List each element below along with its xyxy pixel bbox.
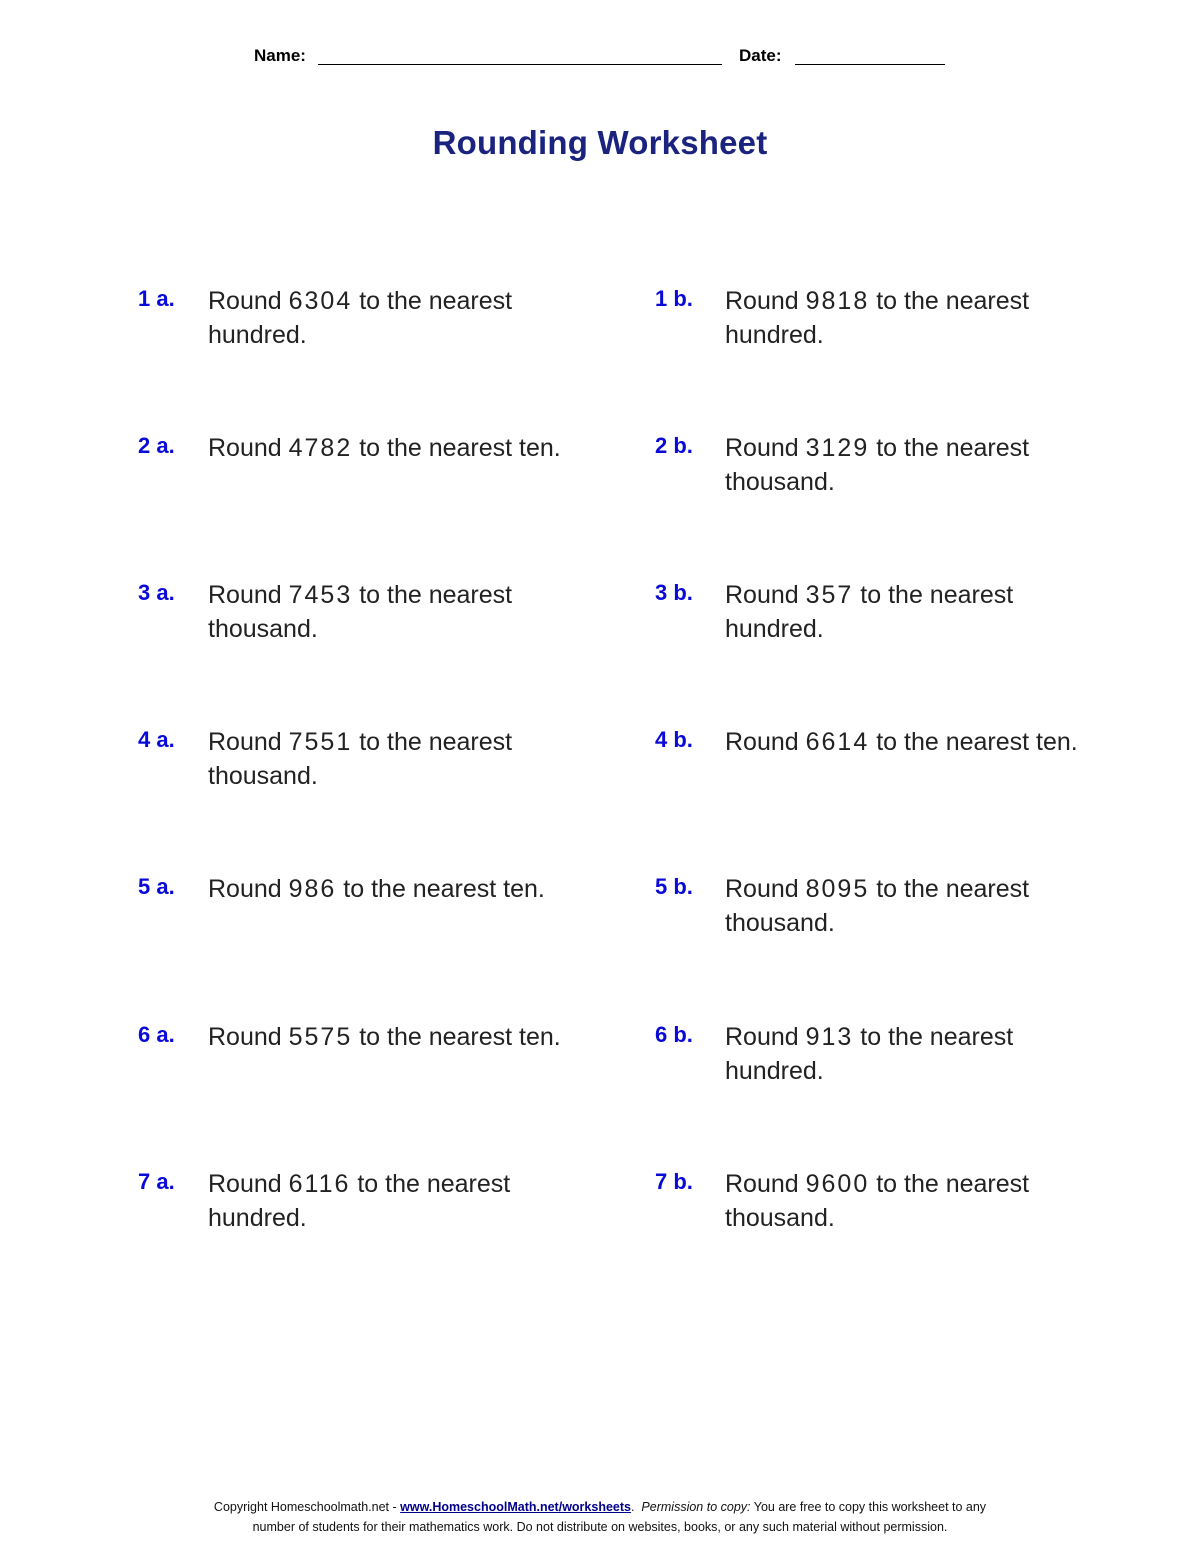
- problem-4b: [655, 725, 1175, 825]
- footer-line-1: [0, 1497, 1200, 1517]
- problem-prefix: Round: [725, 1023, 799, 1051]
- problem-prefix: Round: [208, 287, 282, 315]
- problem-suffix: to the nearest hundred.: [208, 1170, 511, 1232]
- problem-text: [725, 1020, 1105, 1088]
- copyright-text: Copyright Homeschoolmath.net -: [213, 1500, 397, 1514]
- problem-text: [725, 431, 1105, 499]
- problem-label: 2 b.: [655, 433, 693, 458]
- problem-6b: [655, 1020, 1175, 1120]
- problem-text: [725, 725, 1105, 759]
- problem-text: [208, 284, 588, 352]
- problem-label: 4 b.: [655, 727, 693, 752]
- problem-number: 9600: [805, 1170, 870, 1198]
- problem-text: [725, 578, 1105, 646]
- problem-suffix: to the nearest ten.: [359, 1023, 561, 1051]
- problem-number: 7551: [288, 728, 353, 756]
- problem-3a: [138, 578, 658, 678]
- problem-3b: [655, 578, 1175, 678]
- problem-text: [725, 872, 1105, 940]
- problem-text: [208, 1020, 588, 1054]
- problem-prefix: Round: [725, 1170, 799, 1198]
- problem-label: 4 a.: [138, 727, 175, 752]
- problem-prefix: Round: [725, 875, 799, 903]
- problem-5a: [138, 872, 658, 972]
- problem-5b: [655, 872, 1175, 972]
- name-label: Name:: [254, 46, 306, 65]
- problem-number: 913: [805, 1023, 854, 1051]
- problem-suffix: to the nearest ten.: [343, 875, 545, 903]
- problem-prefix: Round: [208, 1023, 282, 1051]
- date-label: Date:: [739, 46, 782, 65]
- permission-label: Permission to copy:: [641, 1500, 751, 1514]
- problem-prefix: Round: [208, 875, 282, 903]
- problem-1a: [138, 284, 658, 384]
- problem-suffix: to the nearest ten.: [876, 728, 1078, 756]
- problem-prefix: Round: [208, 728, 282, 756]
- problem-text: [725, 1167, 1105, 1235]
- problem-label: 7 b.: [655, 1169, 693, 1194]
- problem-number: 6304: [288, 287, 353, 315]
- header: [0, 44, 1200, 70]
- problem-label: 1 a.: [138, 286, 175, 311]
- problem-number: 6614: [805, 728, 870, 756]
- problem-text: [725, 284, 1105, 352]
- problem-label: 2 a.: [138, 433, 175, 458]
- problem-prefix: Round: [208, 434, 282, 462]
- problem-prefix: Round: [725, 728, 799, 756]
- problem-7a: [138, 1167, 658, 1267]
- link-period: .: [630, 1500, 635, 1514]
- problem-prefix: Round: [725, 287, 799, 315]
- problem-label: 3 b.: [655, 580, 693, 605]
- footer-line-2: number of students for their mathematics work. Do not distribute on websites, books, or any such material without permission.: [252, 1520, 948, 1534]
- problem-suffix: to the nearest thousand.: [725, 1170, 1030, 1232]
- problem-6a: [138, 1020, 658, 1120]
- problem-number: 6116: [288, 1170, 351, 1198]
- problem-label: 3 a.: [138, 580, 175, 605]
- problem-number: 3129: [805, 434, 870, 462]
- problem-7b: [655, 1167, 1175, 1267]
- problem-suffix: to the nearest ten.: [359, 434, 561, 462]
- problem-text: [208, 725, 588, 793]
- problem-number: 9818: [805, 287, 870, 315]
- problem-suffix: to the nearest hundred.: [725, 1023, 1014, 1085]
- problem-prefix: Round: [208, 581, 282, 609]
- problem-2a: [138, 431, 658, 531]
- problem-suffix: to the nearest thousand.: [208, 581, 513, 643]
- footer: [0, 1497, 1200, 1537]
- problem-number: 4782: [288, 434, 353, 462]
- problem-label: 1 b.: [655, 286, 693, 311]
- problem-4a: [138, 725, 658, 825]
- problem-number: 357: [805, 581, 854, 609]
- problem-suffix: to the nearest hundred.: [725, 287, 1030, 349]
- problem-suffix: to the nearest hundred.: [725, 581, 1014, 643]
- problem-number: 8095: [805, 875, 870, 903]
- problem-label: 5 a.: [138, 874, 175, 899]
- problem-suffix: to the nearest thousand.: [208, 728, 513, 790]
- problem-1b: [655, 284, 1175, 384]
- problem-suffix: to the nearest thousand.: [725, 875, 1030, 937]
- date-blank-line[interactable]: [795, 64, 945, 65]
- page-title: Rounding Worksheet: [432, 124, 768, 161]
- problem-text: [208, 578, 588, 646]
- problem-text: [208, 872, 588, 906]
- problem-text: [208, 431, 588, 465]
- problem-text: [208, 1167, 588, 1235]
- problem-suffix: to the nearest thousand.: [725, 434, 1030, 496]
- problem-label: 6 a.: [138, 1022, 175, 1047]
- problem-label: 5 b.: [655, 874, 693, 899]
- permission-text: You are free to copy this worksheet to any: [753, 1500, 987, 1514]
- problem-2b: [655, 431, 1175, 531]
- problem-prefix: Round: [208, 1170, 282, 1198]
- problem-prefix: Round: [725, 581, 799, 609]
- worksheets-link[interactable]: www.HomeschoolMath.net/worksheets: [400, 1500, 631, 1514]
- problem-label: 6 b.: [655, 1022, 693, 1047]
- name-blank-line[interactable]: [318, 64, 722, 65]
- problem-number: 986: [288, 875, 337, 903]
- problem-prefix: Round: [725, 434, 799, 462]
- problem-label: 7 a.: [138, 1169, 175, 1194]
- problem-number: 5575: [288, 1023, 353, 1051]
- problem-suffix: to the nearest hundred.: [208, 287, 513, 349]
- problem-number: 7453: [288, 581, 353, 609]
